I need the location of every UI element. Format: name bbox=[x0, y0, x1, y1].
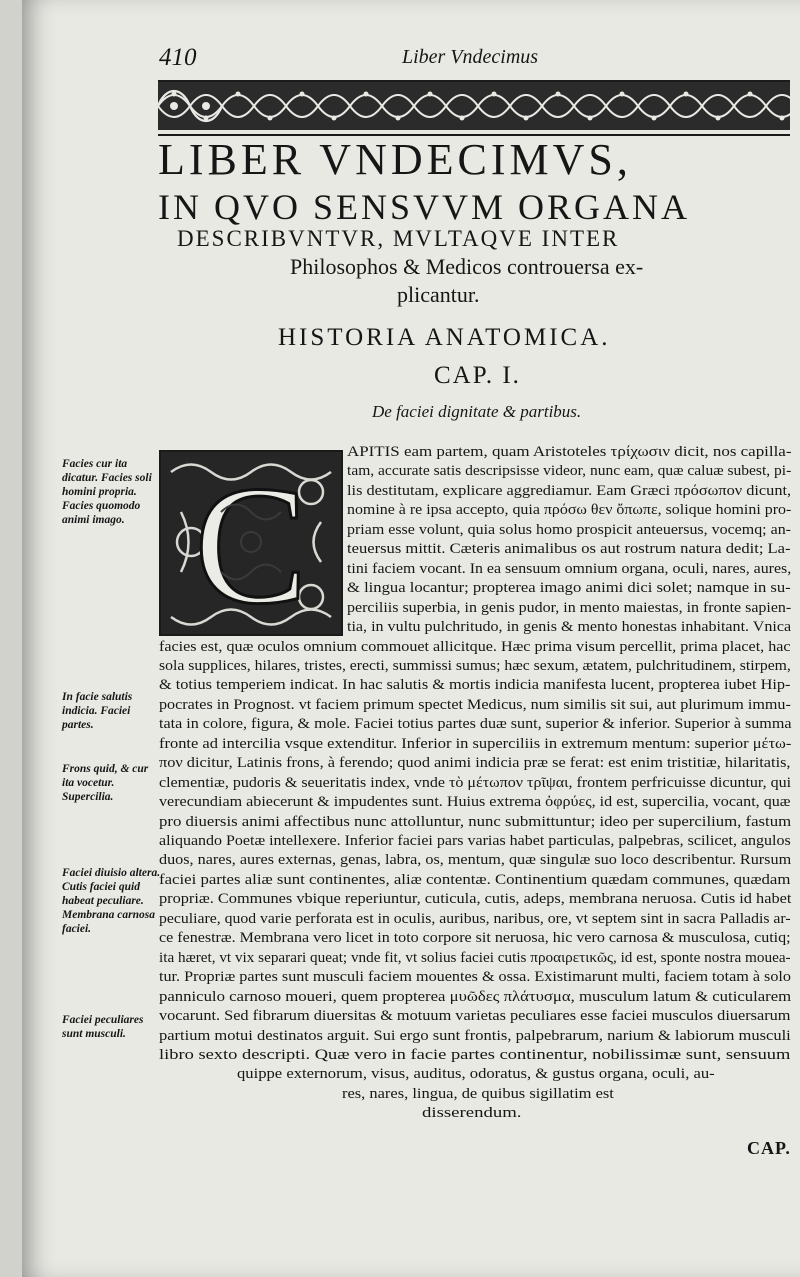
section-title: HISTORIA ANATOMICA. bbox=[278, 324, 611, 351]
margin-note: In facie salutis indicia. Faciei partes. bbox=[62, 691, 133, 731]
margin-note: Faciei peculiares sunt musculi. bbox=[62, 1014, 144, 1040]
body-line: disserendum. bbox=[422, 1105, 522, 1122]
title-line-5: plicantur. bbox=[397, 282, 480, 307]
title-line-1: LIBER VNDECIMVS, bbox=[158, 135, 632, 184]
body-line: peculiare, quod varie perforata est in oculis, auribus, naribus, ore, vt septem sint in sacra Palladis ar- bbox=[159, 910, 791, 927]
title-line-4: Philosophos & Medicos controuersa ex- bbox=[290, 254, 644, 279]
title-line-2: IN QVO SENSVVM ORGANA bbox=[158, 187, 691, 227]
running-head: Liber Vndecimus bbox=[402, 46, 539, 68]
body-line: nomine à re ipsa accepto, quia πρόσω θεν ὄπωπε, solique homini pro- bbox=[347, 502, 792, 519]
body-line: ce fenestræ. Membrana vero licet in toto corpore sit neruosa, hic vero carnosa & musculosa, cutiq; bbox=[159, 930, 791, 947]
body-line: verecundiam abiecerunt & impudentes sunt. Huius extrema ὀφρύες, id est, supercilia, vocant, quæ bbox=[159, 794, 791, 811]
chapter-subtitle: De faciei dignitate & partibus. bbox=[372, 402, 582, 421]
body-line: lis destitutam, explicare aggrediamur. Eam Græci πρόσωπον dicunt, bbox=[347, 482, 792, 499]
catchword: CAP. bbox=[747, 1138, 791, 1158]
ornamental-headpiece bbox=[158, 80, 790, 136]
margin-note: Frons quid, & cur ita vocetur. Supercilia. bbox=[62, 763, 149, 803]
body-line: fronte ad intercilia vsque extenditur. Inferior in superciliis in extremum mentum: superior μέτω- bbox=[159, 735, 792, 752]
body-line: propriæ. Communes vbique reperiuntur, cuticula, cutis, adeps, membrana neruosa. Cutis id habet bbox=[159, 891, 792, 908]
page-number: 410 bbox=[159, 44, 197, 71]
body-line: APITIS eam partem, quam Aristoteles τρίχωσιν dicit, nos capilla- bbox=[347, 444, 792, 460]
chapter-heading: CAP. I. bbox=[434, 362, 521, 389]
book-page bbox=[22, 0, 800, 1277]
body-line: sola supplices, hilares, tristes, erecti, summissi sumus; hæc sexum, ætatem, pulchritudinem, stirpem, bbox=[159, 657, 791, 674]
decorated-initial bbox=[159, 450, 343, 636]
body-line: res, nares, lingua, de quibus sigillatim est bbox=[342, 1085, 614, 1102]
initial-letter: C bbox=[194, 452, 308, 634]
body-line: faciei partes aliæ sunt continentes, aliæ contentæ. Continentium quædam communes, quædam bbox=[159, 871, 791, 888]
body-line: tur. Propriæ partes sunt musculi faciem mouentes & ossa. Existimarunt multi, faciem totam à solo bbox=[159, 969, 791, 986]
body-line: panniculo carnoso moueri, quem propterea μυῶδες πλάτυσμα, musculum latum & cuticularem bbox=[159, 988, 792, 1005]
body-line: tia, in vultu pulchritudo, in genis & mento honestas inhabitant. Vnica bbox=[347, 619, 792, 636]
margin-note: Facies cur ita dicatur. Facies soli homini propria. Facies quomodo animi imago. bbox=[62, 458, 152, 526]
body-line: facies est, quæ oculos omnium commouet allicitque. Hæc prima visum percellit, prima placet, hac bbox=[159, 638, 791, 655]
body-line: ita hæret, vt vix separari queat; vnde fit, vt solius faciei cutis προαιρετικῶς, id est, sponte nostra mouea- bbox=[159, 949, 791, 966]
body-line: pro diuersis animi affectibus nunc attolluntur, nunc submittuntur; ideo per supercilium, fastum bbox=[159, 813, 792, 830]
title-line-3: DESCRIBVNTVR, MVLTAQVE INTER bbox=[177, 226, 620, 251]
body-line: perciliis superbia, in genis pudor, in mento maiestas, in fronte sapien- bbox=[347, 599, 792, 616]
body-line: libro sexto descripti. Quæ vero in facie partes continentur, nobilissimæ sunt, sensuum bbox=[159, 1046, 791, 1063]
body-line: pocrates in Prognost. vt faciem primum spectet Medicus, num similis sit sui, aut plurimum immu- bbox=[159, 696, 791, 713]
body-line: πον dicitur, Latinis frons, à ferendo; quod animi indicia præ se ferat: est enim tristitiæ, hilaritatis, bbox=[159, 755, 791, 772]
body-line: & lingua locantur; propterea imago animi dici solet; namque in su- bbox=[347, 580, 791, 597]
body-line: quippe externorum, visus, auditus, odoratus, & gustus organa, oculi, au- bbox=[237, 1066, 715, 1083]
body-line: & totius temperiem indicat. In hac salutis & mortis indicia manifesta lucent, propterea iubet Hip- bbox=[159, 677, 791, 694]
body-line: vocarunt. Sed fibrarum diuersitas & motuum varietas peculiares esse faciei musculos diuersarum bbox=[159, 1008, 791, 1025]
body-line: priam esse volunt, quia solus homo prospicit anteuersus, vocemq; an- bbox=[347, 521, 792, 538]
body-line: aliquando Poetæ intellexere. Inferior faciei pars varias habet particulas, palpebras, scilicet, angulos bbox=[159, 833, 791, 849]
body-line: tini faciem vocant. In ea sensuum omnium organa, oculi, nares, aures, bbox=[347, 560, 792, 577]
body-line: partium motui destinatos arguit. Sui ergo sunt frontis, palpebrarum, narium & labiorum musculi bbox=[159, 1027, 791, 1044]
body-line: duos, nares, aures externas, genas, labra, os, mentum, quæ singulæ suo loco describentur. Rursum bbox=[159, 852, 792, 869]
body-line: teuersus mittit. Cæteris animalibus os aut rostrum natura dedit; La- bbox=[347, 541, 791, 558]
body-line: clementiæ, pudoris & seueritatis index, vnde τὸ μέτωπον τρῖψαι, frontem perfricuisse dicuntur, qui bbox=[159, 774, 792, 791]
margin-note: Faciei diuisio altera. Cutis faciei quid habeat peculiare. Membrana carnosa faciei. bbox=[62, 867, 161, 935]
body-line: tam, accurate satis descripsisse videor, nunc eam, quæ caluæ subest, pi- bbox=[347, 463, 792, 480]
body-line: tata in colore, figura, & mole. Faciei totius partes duæ sunt, superior & inferior. Superior à summa bbox=[159, 716, 792, 733]
